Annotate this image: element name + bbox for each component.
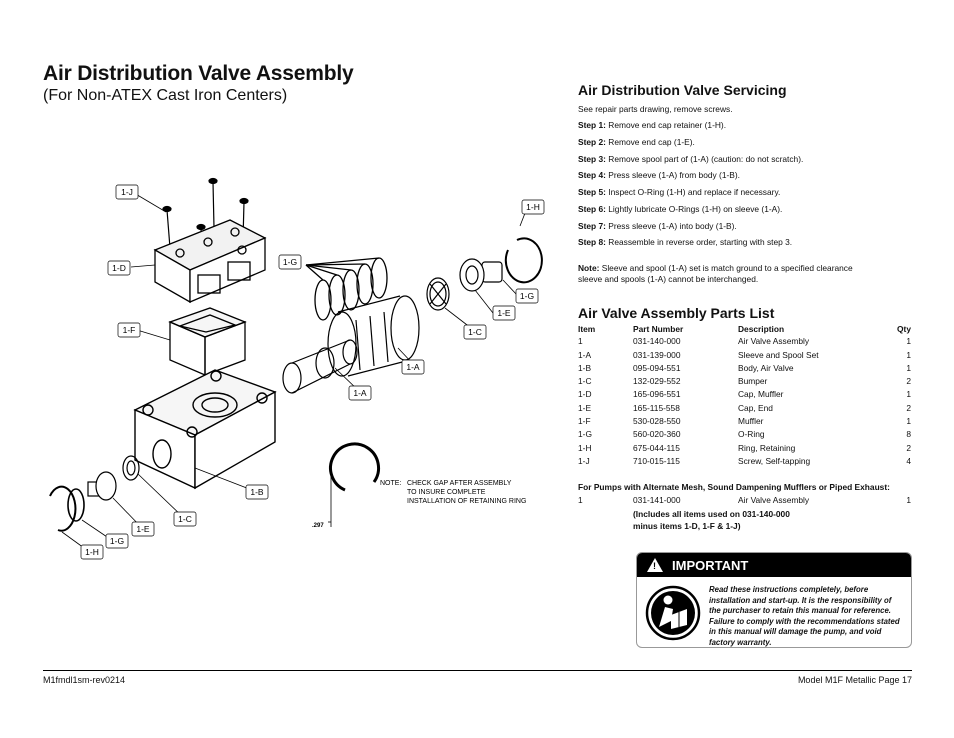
cell-item: 1 bbox=[578, 336, 583, 347]
cell-description: Body, Air Valve bbox=[738, 362, 794, 373]
dimension-label: .297 bbox=[312, 523, 324, 529]
diagram-note-line-2: TO INSURE COMPLETE bbox=[407, 489, 486, 496]
cell-qty: 2 bbox=[906, 442, 911, 453]
important-text: Read these instructions completely, before installation and start-up. It is the responsibility of the purchaser to retain this manual for reference. Failure to comply with the recommendations stated in this manual will damage the pump, and void factory warranty. bbox=[709, 585, 900, 647]
servicing-step bbox=[578, 204, 913, 215]
table-row bbox=[578, 415, 911, 428]
cell-qty: 2 bbox=[906, 402, 911, 413]
label-1-a-right bbox=[402, 360, 424, 374]
warning-icon: ! bbox=[647, 558, 663, 572]
alt-part-number: 031-141-000 bbox=[633, 494, 681, 505]
valve-body-part bbox=[135, 370, 275, 488]
servicing-section bbox=[578, 82, 913, 285]
step-label: Step 7: bbox=[578, 220, 606, 231]
cell-part-number: 132-029-552 bbox=[633, 376, 681, 387]
cell-qty: 1 bbox=[906, 416, 911, 427]
label-1-g-left bbox=[106, 534, 128, 548]
svg-text:1-G: 1-G bbox=[282, 257, 298, 267]
diagram-note-label: NOTE: bbox=[380, 480, 402, 487]
diagram-note-line-3: INSTALLATION OF RETAINING RING bbox=[407, 498, 527, 505]
parts-table bbox=[578, 323, 911, 468]
cell-item: 1-C bbox=[578, 376, 592, 387]
cell-part-number: 165-096-551 bbox=[633, 389, 681, 400]
cell-description: Screw, Self-tapping bbox=[738, 455, 811, 466]
table-row bbox=[578, 375, 911, 388]
cell-qty: 1 bbox=[906, 389, 911, 400]
step-text: Remove end cap (1-E). bbox=[608, 136, 695, 147]
servicing-note bbox=[578, 263, 878, 285]
cell-description: Muffler bbox=[738, 416, 764, 427]
cell-item: 1-A bbox=[578, 349, 592, 360]
muffler-part bbox=[170, 308, 245, 375]
table-row bbox=[578, 401, 911, 414]
label-1-j bbox=[116, 185, 138, 199]
table-row bbox=[578, 335, 911, 348]
alt-row bbox=[578, 495, 913, 505]
cell-part-number: 675-044-115 bbox=[633, 442, 680, 453]
read-manual-icon bbox=[645, 585, 701, 641]
step-text: Reassemble in reverse order, starting with step 3. bbox=[608, 237, 793, 248]
svg-text:1-C: 1-C bbox=[468, 327, 482, 337]
step-label: Step 5: bbox=[578, 187, 606, 198]
label-1-c-right bbox=[464, 325, 486, 339]
cell-item: 1-G bbox=[578, 429, 592, 440]
svg-text:1-D: 1-D bbox=[112, 263, 126, 273]
includes-line-1: (Includes all items used on 031-140-000 bbox=[633, 508, 790, 519]
footer-page-info: Model M1F Metallic Page 17 bbox=[797, 675, 912, 685]
servicing-step bbox=[578, 154, 913, 165]
spool-part bbox=[283, 340, 357, 393]
svg-text:1-B: 1-B bbox=[250, 487, 264, 497]
step-label: Step 4: bbox=[578, 170, 606, 181]
diagram-note-line-1: CHECK GAP AFTER ASSEMBLY bbox=[407, 480, 512, 487]
label-1-b bbox=[246, 485, 268, 499]
cell-description: Ring, Retaining bbox=[738, 442, 796, 453]
end-cap-part bbox=[460, 259, 502, 291]
alt-pumps-heading: For Pumps with Alternate Mesh, Sound Dampening Mufflers or Piped Exhaust: bbox=[578, 481, 890, 492]
step-label: Step 6: bbox=[578, 203, 606, 214]
muffler-cap-part bbox=[155, 220, 265, 302]
cell-qty: 2 bbox=[906, 376, 911, 387]
cell-part-number: 165-115-558 bbox=[633, 402, 680, 413]
note-text: Sleeve and spool (1-A) set is match ground to a specified clearance sleeve and spools (1-A) cannot be interchanged. bbox=[578, 263, 853, 285]
cell-part-number: 095-094-551 bbox=[633, 362, 681, 373]
alt-item: 1 bbox=[578, 494, 583, 505]
retaining-ring-detail bbox=[328, 444, 379, 527]
step-label: Step 3: bbox=[578, 153, 606, 164]
col-item: Item bbox=[578, 324, 596, 334]
table-row bbox=[578, 441, 911, 454]
cell-part-number: 031-139-000 bbox=[633, 349, 681, 360]
alt-description: Air Valve Assembly bbox=[738, 494, 810, 505]
servicing-steps bbox=[578, 120, 913, 248]
step-label: Step 2: bbox=[578, 136, 606, 147]
footer-doc-code: M1fmdl1sm-rev0214 bbox=[43, 675, 126, 685]
cell-part-number: 031-140-000 bbox=[633, 336, 681, 347]
svg-text:1-A: 1-A bbox=[353, 388, 367, 398]
label-1-h-top bbox=[522, 200, 544, 214]
cell-part-number: 560-020-360 bbox=[633, 429, 681, 440]
servicing-step bbox=[578, 237, 913, 248]
servicing-heading: Air Distribution Valve Servicing bbox=[578, 82, 787, 98]
cell-part-number: 530-028-550 bbox=[633, 416, 681, 427]
left-end-cap-part bbox=[88, 472, 116, 500]
parts-table-header bbox=[578, 323, 911, 335]
svg-text:1-H: 1-H bbox=[526, 202, 540, 212]
label-1-h-left bbox=[81, 545, 103, 559]
servicing-step bbox=[578, 120, 913, 131]
cell-description: Cap, End bbox=[738, 402, 773, 413]
svg-text:1-G: 1-G bbox=[519, 291, 535, 301]
retaining-ring-part bbox=[506, 238, 542, 282]
cell-item: 1-B bbox=[578, 362, 592, 373]
svg-text:1-E: 1-E bbox=[497, 308, 511, 318]
label-1-c-left bbox=[174, 512, 196, 526]
svg-text:1-A: 1-A bbox=[406, 362, 420, 372]
parts-list-heading: Air Valve Assembly Parts List bbox=[578, 305, 775, 321]
cell-qty: 1 bbox=[906, 349, 911, 360]
table-row bbox=[578, 388, 911, 401]
page-title: Air Distribution Valve Assembly bbox=[43, 62, 354, 85]
table-row bbox=[578, 455, 911, 468]
label-1-a-left bbox=[349, 386, 371, 400]
cell-description: Cap, Muffler bbox=[738, 389, 784, 400]
svg-text:1-J: 1-J bbox=[121, 187, 133, 197]
includes-line-2: minus items 1-D, 1-F & 1-J) bbox=[633, 520, 741, 531]
cell-qty: 1 bbox=[906, 336, 911, 347]
footer-rule bbox=[43, 670, 912, 671]
step-text: Press sleeve (1-A) from body (1-B). bbox=[608, 170, 740, 181]
svg-text:1-E: 1-E bbox=[136, 524, 150, 534]
o-ring-set bbox=[306, 258, 387, 320]
col-part-number: Part Number bbox=[633, 324, 684, 334]
cell-description: Bumper bbox=[738, 376, 768, 387]
important-heading: IMPORTANT bbox=[672, 557, 749, 573]
cell-description: Sleeve and Spool Set bbox=[738, 349, 819, 360]
col-description: Description bbox=[738, 324, 785, 334]
table-row bbox=[578, 362, 911, 375]
cell-item: 1-F bbox=[578, 416, 591, 427]
cell-item: 1-D bbox=[578, 389, 592, 400]
label-1-e-left bbox=[132, 522, 154, 536]
label-1-g-right bbox=[516, 289, 538, 303]
cell-qty: 4 bbox=[906, 455, 911, 466]
cell-item: 1-H bbox=[578, 442, 592, 453]
note-label: Note: bbox=[578, 263, 600, 274]
servicing-step bbox=[578, 170, 913, 181]
exploded-parts-diagram bbox=[30, 170, 570, 570]
table-row bbox=[578, 428, 911, 441]
step-text: Inspect O-Ring (1-H) and replace if necessary. bbox=[608, 187, 781, 198]
cell-description: Air Valve Assembly bbox=[738, 336, 810, 347]
svg-text:1-H: 1-H bbox=[85, 547, 99, 557]
label-1-f bbox=[118, 323, 140, 337]
cell-item: 1-E bbox=[578, 402, 592, 413]
label-1-d bbox=[108, 261, 130, 275]
svg-text:1-G: 1-G bbox=[109, 536, 125, 546]
bumper-part bbox=[427, 278, 449, 310]
step-text: Press sleeve (1-A) into body (1-B). bbox=[608, 220, 737, 231]
col-qty: Qty bbox=[897, 324, 911, 334]
left-bumper-part bbox=[123, 456, 139, 480]
svg-text:1-C: 1-C bbox=[178, 514, 192, 524]
step-label: Step 8: bbox=[578, 237, 606, 248]
step-text: Remove end cap retainer (1-H). bbox=[608, 120, 727, 130]
important-box bbox=[636, 552, 912, 648]
step-label: Step 1: bbox=[578, 120, 606, 130]
cell-part-number: 710-015-115 bbox=[633, 455, 680, 466]
servicing-step bbox=[578, 221, 913, 232]
servicing-step bbox=[578, 137, 913, 148]
svg-text:1-F: 1-F bbox=[122, 325, 136, 335]
page-subtitle: (For Non-ATEX Cast Iron Centers) bbox=[43, 87, 288, 104]
parts-list-section bbox=[578, 305, 913, 532]
alt-qty: 1 bbox=[906, 494, 911, 505]
alt-includes bbox=[633, 508, 913, 532]
label-1-g-top bbox=[279, 255, 301, 269]
table-row bbox=[578, 348, 911, 361]
cell-description: O-Ring bbox=[738, 429, 765, 440]
cell-qty: 1 bbox=[906, 362, 911, 373]
servicing-step bbox=[578, 187, 913, 198]
left-retaining-ring-part bbox=[50, 487, 75, 531]
cell-qty: 8 bbox=[906, 429, 911, 440]
important-header bbox=[637, 553, 911, 577]
servicing-intro: See repair parts drawing, remove screws. bbox=[578, 104, 733, 114]
label-1-e-right bbox=[493, 306, 515, 320]
step-text: Remove spool part of (1-A) (caution: do not scratch). bbox=[608, 153, 804, 164]
cell-item: 1-J bbox=[578, 455, 590, 466]
step-text: Lightly lubricate O-Rings (1-H) on sleeve (1-A). bbox=[608, 203, 783, 214]
